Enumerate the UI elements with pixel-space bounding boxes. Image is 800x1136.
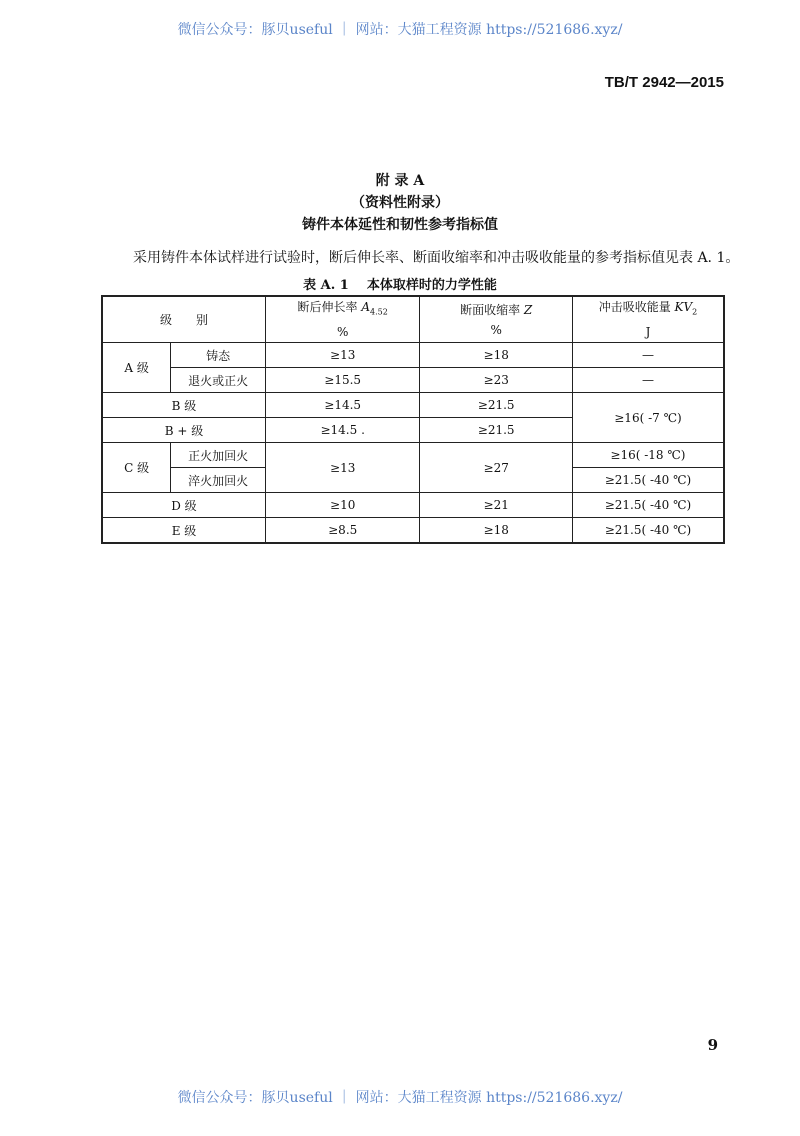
cell: ≥14.5 (265, 393, 419, 418)
cell: ≥21.5 (420, 393, 573, 418)
cell-sub: 淬火加回火 (171, 468, 266, 493)
standard-code: TB/T 2942—2015 (604, 74, 724, 91)
header-grade: 级 别 (102, 296, 265, 343)
appendix-subtitle: 铸件本体延性和韧性参考指标值 (302, 217, 498, 233)
appendix-title: 附 录 A (375, 173, 425, 189)
properties-table (101, 295, 725, 544)
cell: — (572, 368, 724, 393)
cell: ≥21 (420, 493, 573, 518)
watermark-bottom: 微信公众号：豚贝useful ｜ 网站：大猫工程资源 https://521686.xyz/ (177, 1090, 623, 1106)
table-row (102, 393, 724, 418)
cell-sub: 正火加回火 (171, 443, 266, 468)
table-row (102, 518, 724, 544)
cell: — (572, 343, 724, 368)
cell: ≥18 (420, 518, 573, 544)
watermark-top: 微信公众号：豚贝useful ｜ 网站：大猫工程资源 https://521686.xyz/ (177, 22, 623, 38)
cell-grade: A 级 (102, 343, 171, 393)
cell-sub: 退火或正火 (171, 368, 266, 393)
page-number: 9 (707, 1036, 718, 1054)
table-row (102, 443, 724, 468)
cell: ≥21.5( -40 ℃) (572, 493, 724, 518)
header-reduction: 断面收缩率 Z % (420, 296, 573, 343)
cell-grade: B 级 (102, 393, 265, 418)
cell: ≥23 (420, 368, 573, 393)
table-row (102, 493, 724, 518)
cell: ≥13 (265, 343, 419, 368)
cell: ≥21.5 (420, 418, 573, 443)
cell: ≥18 (420, 343, 573, 368)
cell: ≥14.5 . (265, 418, 419, 443)
cell: ≥8.5 (265, 518, 419, 544)
appendix-type: （资料性附录） (351, 195, 449, 211)
cell: ≥21.5( -40 ℃) (572, 468, 724, 493)
cell: ≥13 (265, 443, 419, 493)
cell: ≥27 (420, 443, 573, 493)
header-impact: 冲击吸收能量 $KV_2$ J (572, 296, 724, 343)
cell-sub: 铸态 (171, 343, 266, 368)
table-row (102, 343, 724, 368)
cell-grade: E 级 (102, 518, 265, 544)
cell: ≥10 (265, 493, 419, 518)
cell: ≥16( -7 ℃) (572, 393, 724, 443)
cell: ≥15.5 (265, 368, 419, 393)
table-row (102, 368, 724, 393)
cell-grade: B + 级 (102, 418, 265, 443)
cell: ≥16( -18 ℃) (572, 443, 724, 468)
table-header (102, 296, 724, 343)
cell-grade: D 级 (102, 493, 265, 518)
header-elongation: 断后伸长率 $A_{4.52}$ % (265, 296, 419, 343)
paragraph: 采用铸件本体试样进行试验时，断后伸长率、断面收缩率和冲击吸收能量的参考指标值见表 A. 1。 (133, 250, 740, 266)
cell-grade: C 级 (102, 443, 171, 493)
table-caption: 表 A. 1 本体取样时的力学性能 (303, 278, 497, 293)
cell: ≥21.5( -40 ℃) (572, 518, 724, 544)
